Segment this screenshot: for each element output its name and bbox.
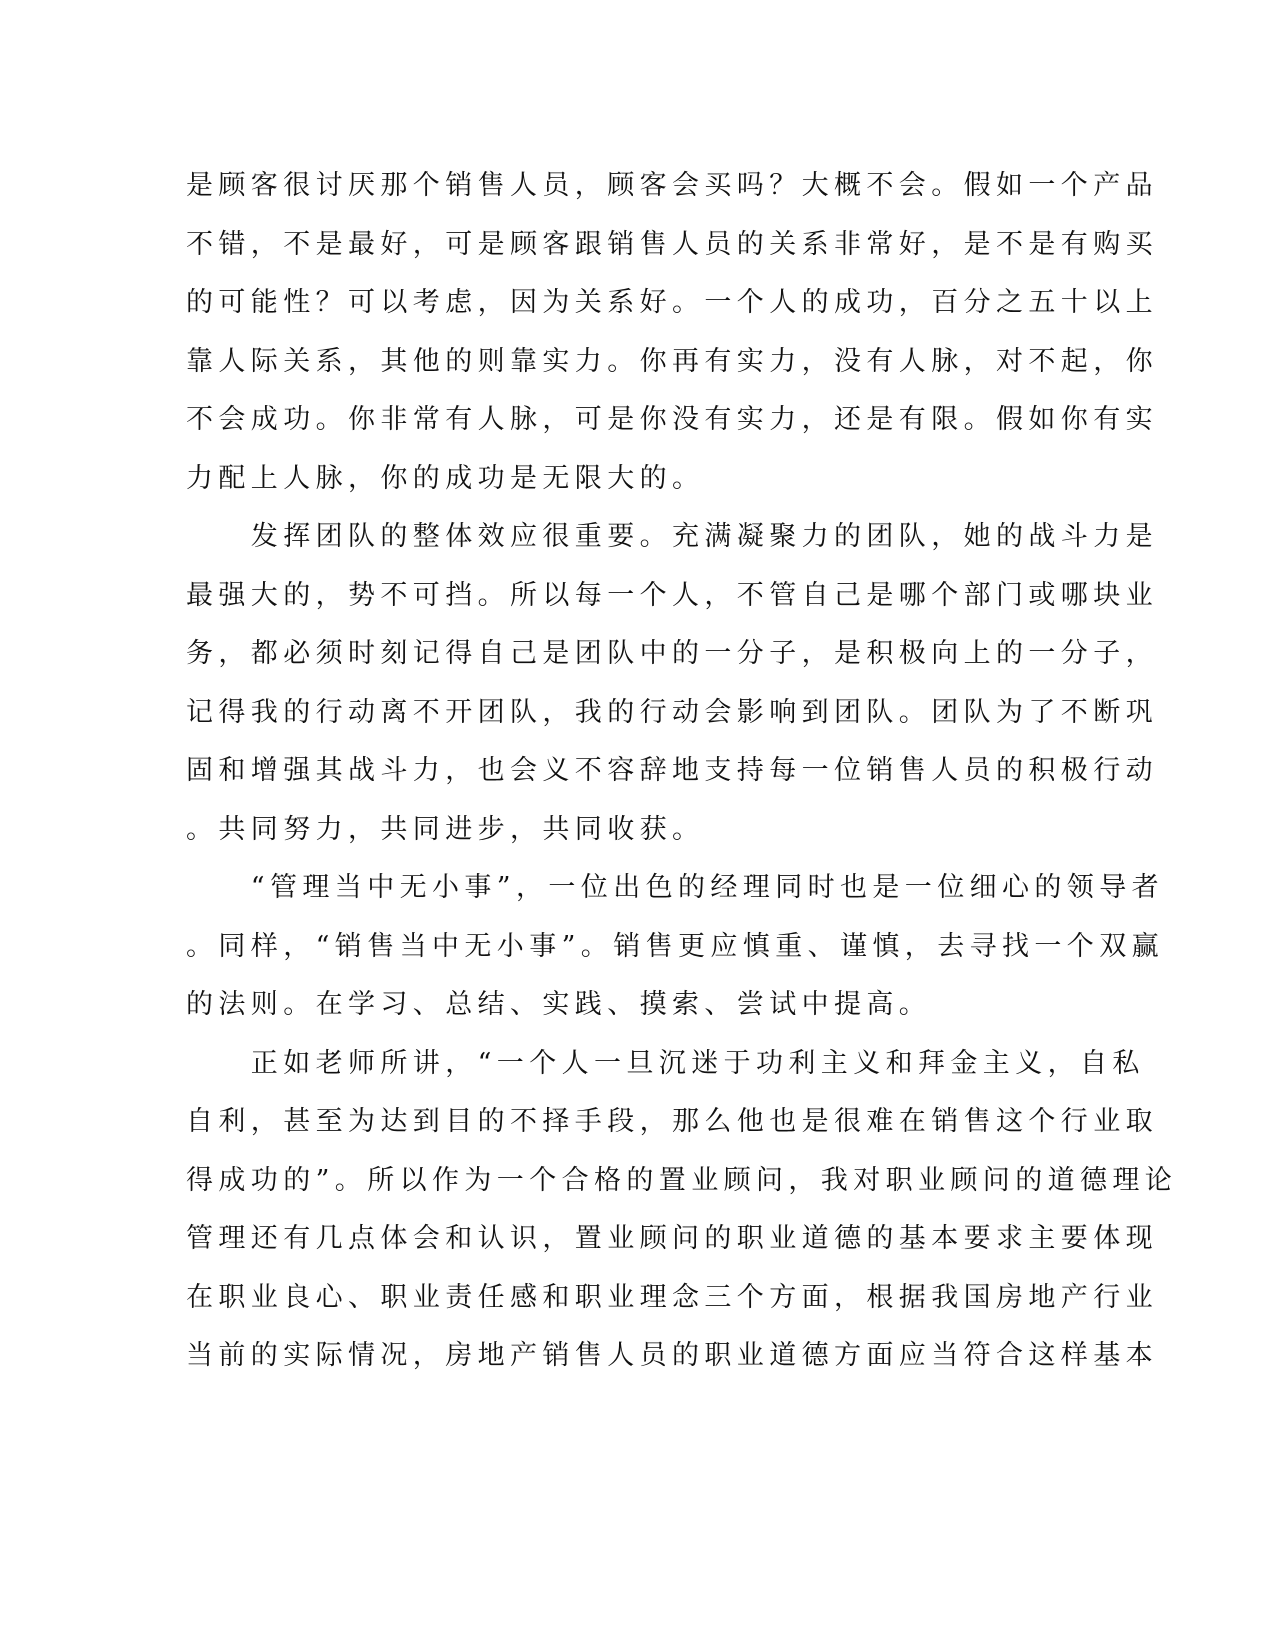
text-line: 务，都必须时刻记得自己是团队中的一分子，是积极向上的一分子， [186,638,1158,669]
text-line: 最强大的，势不可挡。所以每一个人，不管自己是哪个部门或哪块业 [186,579,1158,611]
text-line: 不会成功。你非常有人脉，可是你没有实力，还是有限。假如你有实 [186,404,1158,435]
text-line: 是顾客很讨厌那个销售人员，顾客会买吗？大概不会。假如一个产品 [186,170,1158,201]
text-line: 。共同努力，共同进步，共同收获。 [186,813,705,845]
text-line: 管理还有几点体会和认识，置业顾问的职业道德的基本要求主要体现 [186,1223,1158,1254]
text-line: “管理当中无小事”，一位出色的经理同时也是一位细心的领导者 [186,872,1165,903]
text-line: 固和增强其战斗力，也会义不容辞地支持每一位销售人员的积极行动 [186,755,1158,786]
body-text [186,157,1178,1386]
text-line: 靠人际关系，其他的则靠实力。你再有实力，没有人脉，对不起，你 [186,345,1158,377]
text-line: 的可能性？可以考虑，因为关系好。一个人的成功，百分之五十以上 [186,287,1158,318]
text-line: 得成功的”。所以作为一个合格的置业顾问，我对职业顾问的道德理论 [186,1164,1178,1196]
text-line: 。同样，“销售当中无小事”。销售更应慎重、谨慎，去寻找一个双赢 [186,930,1165,962]
text-line: 力配上人脉，你的成功是无限大的。 [186,462,705,494]
text-line: 发挥团队的整体效应很重要。充满凝聚力的团队，她的战斗力是 [186,521,1158,552]
text-line: 当前的实际情况，房地产销售人员的职业道德方面应当符合这样基本 [186,1340,1158,1371]
text-line: 正如老师所讲，“一个人一旦沉迷于功利主义和拜金主义，自私 [186,1047,1145,1079]
text-line: 的法则。在学习、总结、实践、摸索、尝试中提高。 [186,989,932,1020]
text-line: 自利，甚至为达到目的不择手段，那么他也是很难在销售这个行业取 [186,1106,1158,1137]
text-line: 在职业良心、职业责任感和职业理念三个方面，根据我国房地产行业 [186,1281,1158,1313]
text-line: 不错，不是最好，可是顾客跟销售人员的关系非常好，是不是有购买 [186,228,1158,260]
text-line: 记得我的行动离不开团队，我的行动会影响到团队。团队为了不断巩 [186,696,1158,728]
